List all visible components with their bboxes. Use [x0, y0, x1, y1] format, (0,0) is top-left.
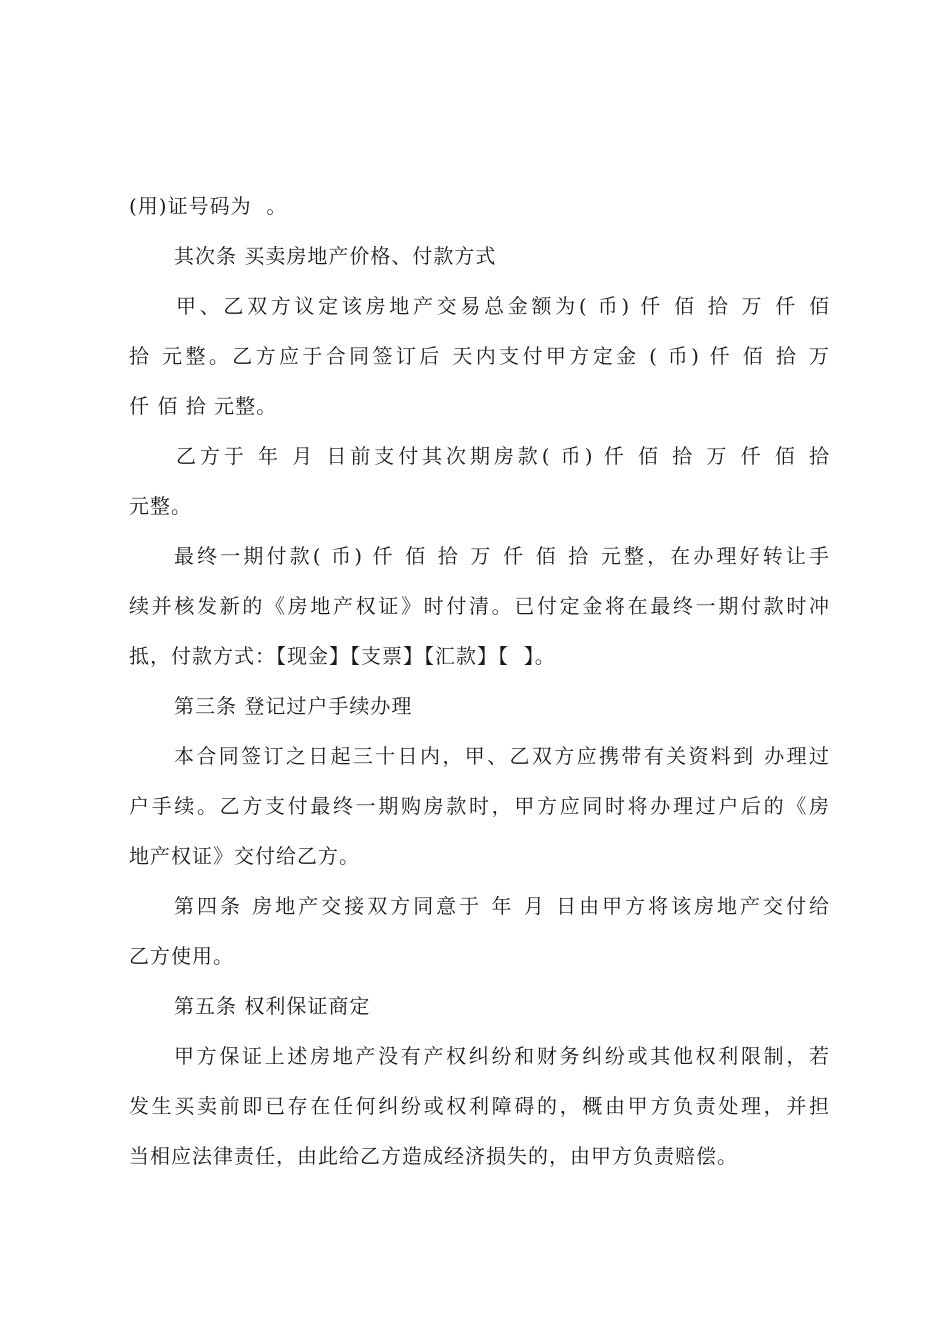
final-payment-line: 最终一期付款( 币) 仟 佰 拾 万 仟 佰 拾 元整，在办理好转让手 [174, 544, 830, 568]
id-number-line: (用)证号码为 。 [129, 194, 288, 218]
transfer-procedure-line: 户手续。乙方支付最终一期购房款时，甲方应同时将办理过户后的《房 [129, 794, 830, 818]
final-payment-line: 续并核发新的《房地产权证》时付清。已付定金将在最终一期付款时冲 [129, 594, 830, 618]
article-2-heading: 其次条 买卖房地产价格、付款方式 [174, 244, 497, 268]
article-5-heading: 第五条 权利保证商定 [174, 994, 371, 1018]
transfer-procedure-line: 本合同签订之日起三十日内，甲、乙双方应携带有关资料到 办理过 [174, 744, 830, 768]
rights-guarantee-line: 当相应法律责任，由此给乙方造成经济损失的，由甲方负责赔偿。 [129, 1144, 738, 1168]
article-3-heading: 第三条 登记过户手续办理 [174, 694, 413, 718]
final-payment-line: 抵，付款方式：【现金】【支票】【汇款】【 】。 [129, 644, 556, 668]
rights-guarantee-line: 甲方保证上述房地产没有产权纠纷和财务纠纷或其他权利限制，若 [174, 1044, 830, 1068]
article-4-line: 乙方使用。 [129, 944, 234, 968]
second-payment-line: 乙方于 年 月 日前支付其次期房款( 币) 仟 佰 拾 万 仟 佰 拾 [176, 444, 830, 468]
second-payment-line: 元整。 [129, 494, 192, 518]
transfer-procedure-line: 地产权证》交付给乙方。 [129, 844, 360, 868]
rights-guarantee-line: 发生买卖前即已存在任何纠纷或权利障碍的，概由甲方负责处理，并担 [129, 1094, 830, 1118]
price-paragraph-line: 拾 元整。乙方应于合同签订后 天内支付甲方定金 ( 币) 仟 佰 拾 万 [129, 344, 830, 368]
article-4-line: 第四条 房地产交接双方同意于 年 月 日由甲方将该房地产交付给 [174, 894, 830, 918]
price-paragraph-line: 仟 佰 拾 元整。 [129, 394, 278, 418]
price-paragraph-line: 甲、乙双方议定该房地产交易总金额为( 币) 仟 佰 拾 万 仟 佰 [176, 294, 830, 318]
